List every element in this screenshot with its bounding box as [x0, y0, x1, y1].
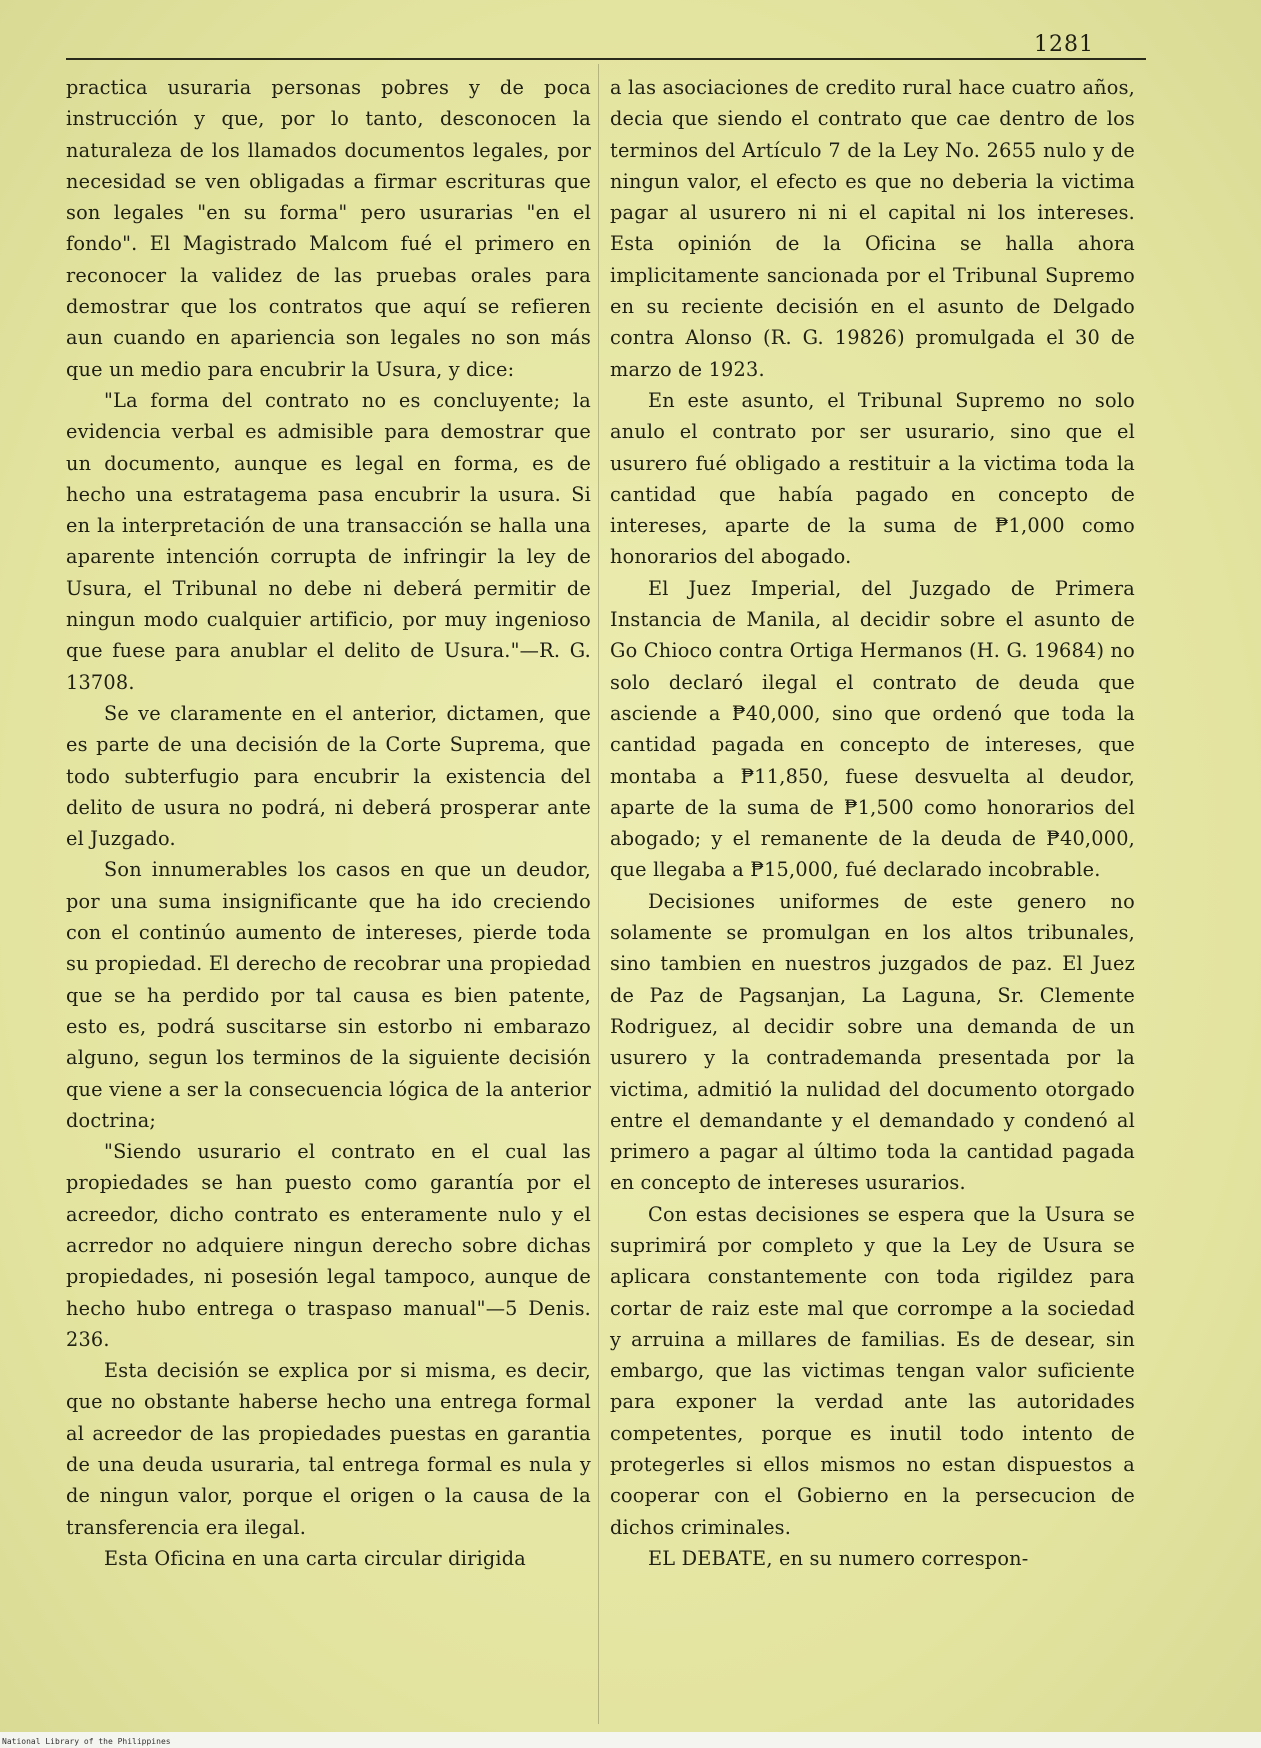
paragraph: Son innumerables los casos en que un deudor, por una suma insignificante que ha ido creciendo con el continúo aumento de intereses, pierde toda su propiedad. El derecho de recobrar una propiedad que se ha perdido por tal causa es bien patente, esto es, podrá suscitarse sin estorbo ni embarazo alguno, segun los terminos de la siguiente decisión que viene a ser la consecuencia lógica de la anterior doctrina;	[66, 858, 591, 1132]
right-column	[610, 72, 1135, 1574]
paragraph: EL DEBATE, en su numero correspon-	[648, 1546, 1029, 1570]
header-rule	[66, 58, 1146, 60]
paragraph: Esta Oficina en una carta circular dirigida	[104, 1546, 527, 1570]
paragraph: Esta decisión se explica por si misma, es decir, que no obstante haberse hecho una entrega formal al acreedor de las propiedades puestas en garantia de una deuda usuraria, tal entrega formal es nula y de ningun valor, porque el origen o la causa de la transferencia era ilegal.	[66, 1359, 591, 1539]
column-divider	[598, 64, 599, 1724]
quote-paragraph: "La forma del contrato no es concluyente; la evidencia verbal es admisible para demostrar que un documento, aunque es legal en forma, es de hecho una estratagema pasa encubrir la usura. Si en la interpretación de una transacción se halla una aparente intención corrupta de infringir la ley de Usura, el Tribunal no debe ni deberá permitir de ningun modo cualquier artificio, por muy ingenioso que fuese para anublar el delito de Usura."—R. G. 13708.	[66, 388, 591, 694]
paragraph: Se ve claramente en el anterior, dictamen, que es parte de una decisión de la Corte Suprema, que todo subterfugio para encubrir la existencia del delito de usura no podrá, ni deberá prosperar ante el Juzgado.	[66, 701, 591, 851]
paragraph: a las asociaciones de credito rural hace cuatro años, decia que siendo el contrato que cae dentro de los terminos del Artículo 7 de la Ley No. 2655 nulo y de ningun valor, el efecto es que no deberia la victima pagar al usurero ni ni el capital ni los intereses. Esta opinión de la Oficina se halla ahora implicitamente sancionada por el Tribunal Supremo en su reciente decisión en el asunto de Delgado contra Alonso (R. G. 19826) promulgada el 30 de marzo de 1923.	[610, 76, 1135, 381]
paragraph: Con estas decisiones se espera que la Usura se suprimirá por completo y que la Ley de Usura se aplicara constantemente con toda rigildez para cortar de raiz este mal que corrompe a la sociedad y arruina a millares de familias. Es de desear, sin embargo, que las victimas tengan valor suficiente para exponer la verdad ante las autoridades competentes, porque es inutil todo intento de protegerles si ellos mismos no estan dispuestos a cooperar con el Gobierno en la persecucion de dichos criminales.	[610, 1202, 1135, 1539]
paragraph: Decisiones uniformes de este genero no solamente se promulgan en los altos tribunales, sino tambien en nuestros juzgados de paz. El Juez de Paz de Pagsanjan, La Laguna, Sr. Clemente Rodriguez, al decidir sobre una demanda de un usurero y la contrademanda presentada por la victima, admitió la nulidad del documento otorgado entre el demandante y el demandado y condenó al primero a pagar al último toda la cantidad pagada en concepto de intereses usurarios.	[610, 889, 1135, 1195]
left-column	[66, 72, 591, 1574]
quote-paragraph: "Siendo usurario el contrato en el cual las propiedades se han puesto como garantía por el acreedor, dicho contrato es enteramente nulo y el acrredor no adquiere ningun derecho sobre dichas propiedades, ni posesión legal tampoco, aunque de hecho hubo entrega o traspaso manual"—5 Denis. 236.	[66, 1140, 591, 1351]
paragraph: practica usuraria personas pobres y de poca instrucción y que, por lo tanto, desconocen la naturaleza de los llamados documentos legales, por necesidad se ven obligadas a firmar escrituras que son legales "en su forma" pero usurarias "en el fondo". El Magistrado Malcom fué el primero en reconocer la validez de las pruebas orales para demostrar que los contratos que aquí se refieren aun cuando en apariencia son legales no son más que un medio para encubrir la Usura, y dice:	[66, 76, 591, 381]
paragraph: En este asunto, el Tribunal Supremo no solo anulo el contrato por ser usurario, sino que el usurero fué obligado a restituir a la victima toda la cantidad que había pagado en concepto de intereses, aparte de la suma de ₱1,000 como honorarios del abogado.	[610, 388, 1135, 569]
page-number: 1281	[1034, 32, 1094, 57]
paragraph: El Juez Imperial, del Juzgado de Primera Instancia de Manila, al decidir sobre el asunto de Go Chioco contra Ortiga Hermanos (H. G. 19684) no solo declaró ilegal el contrato de deuda que asciende a ₱40,000, sino que ordenó que toda la cantidad pagada en concepto de intereses, que montaba a ₱11,850, fuese desvuelta al deudor, aparte de la suma de ₱1,500 como honorarios del abogado; y el remanente de la deuda de ₱40,000, que llegaba a ₱15,000, fué declarado incobrable.	[610, 576, 1135, 882]
footer-band	[0, 1732, 1261, 1748]
footer-credit: National Library of the Philippines	[2, 1737, 171, 1746]
